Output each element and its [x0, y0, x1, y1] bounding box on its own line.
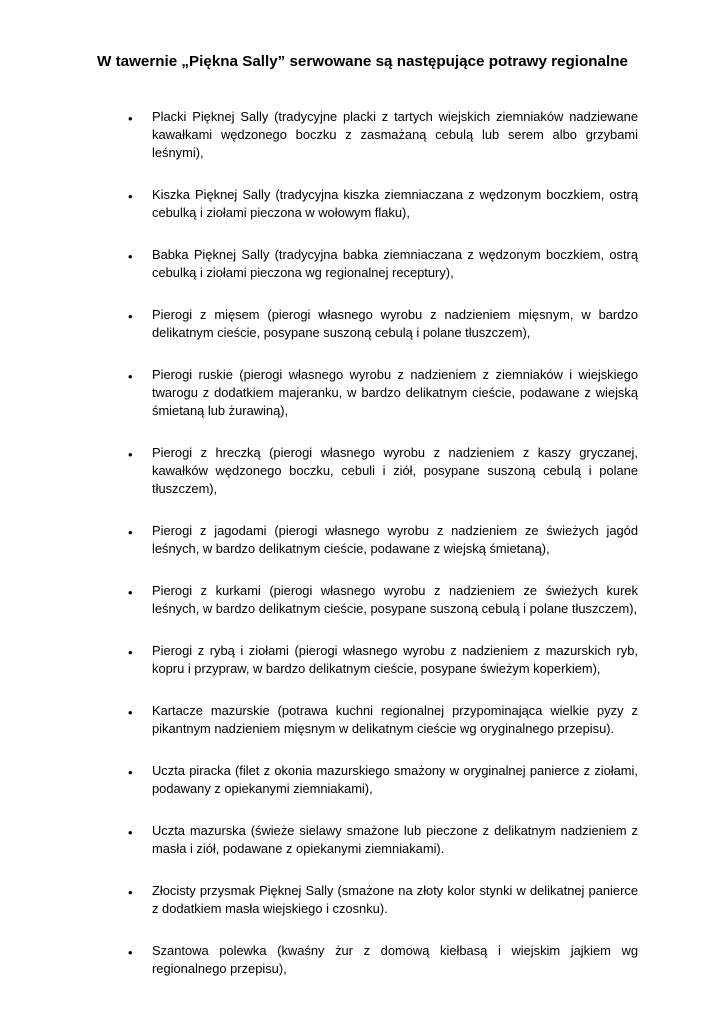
dish-description: Pierogi z mięsem (pierogi własnego wyrobu z nadzieniem mięsnym, w bardzo delikatnym cieście, posypane suszoną cebulą i polane tłuszczem),: [152, 307, 638, 340]
list-item: [0, 522, 725, 558]
dish-description: Kartacze mazurskie (potrawa kuchni regionalnej przypominająca wielkie pyzy z pikantnym nadzieniem mięsnym w delikatnym cieście wg oryginalnego przepisu).: [152, 703, 638, 736]
bullet-icon: •: [128, 645, 133, 660]
list-item: [0, 642, 725, 678]
list-item: [0, 702, 725, 738]
list-item: [0, 306, 725, 342]
bullet-icon: •: [128, 525, 133, 540]
list-item: [0, 246, 725, 282]
list-item: [0, 186, 725, 222]
bullet-icon: •: [128, 945, 133, 960]
list-item: [0, 822, 725, 858]
bullet-icon: •: [128, 189, 133, 204]
dish-description: Pierogi z hreczką (pierogi własnego wyrobu z nadzieniem z kaszy gryczanej, kawałków wędzonego boczku, cebuli i ziół, posypane suszoną cebulą i polane tłuszczem),: [152, 445, 638, 496]
dish-description: Kiszka Pięknej Sally (tradycyjna kiszka ziemniaczana z wędzonym boczkiem, ostrą cebulką i ziołami pieczona w wołowym flaku),: [152, 187, 638, 220]
bullet-icon: •: [128, 585, 133, 600]
dish-description: Szantowa polewka (kwaśny żur z domową kiełbasą i wiejskim jajkiem wg regionalnego przepisu),: [152, 943, 638, 976]
bullet-icon: •: [128, 309, 133, 324]
list-item: [0, 444, 725, 498]
dish-list: [0, 108, 725, 1002]
dish-description: Złocisty przysmak Pięknej Sally (smażone na złoty kolor stynki w delikatnej panierce z dodatkiem masła wiejskiego i czosnku).: [152, 883, 638, 916]
bullet-icon: •: [128, 369, 133, 384]
bullet-icon: •: [128, 885, 133, 900]
list-item: [0, 582, 725, 618]
dish-description: Pierogi ruskie (pierogi własnego wyrobu z nadzieniem z ziemniaków i wiejskiego twarogu z dodatkiem majeranku, w bardzo delikatnym cieście, podawane z wiejską śmietaną lub żurawiną),: [152, 367, 638, 418]
list-item: [0, 882, 725, 918]
page-title: W tawernie „Piękna Sally” serwowane są następujące potrawy regionalne: [97, 53, 628, 70]
list-item: [0, 366, 725, 420]
dish-description: Uczta mazurska (świeże sielawy smażone lub pieczone z delikatnym nadzieniem z masła i ziół, podawane z opiekanymi ziemniakami).: [152, 823, 638, 856]
dish-description: Placki Pięknej Sally (tradycyjne placki z tartych wiejskich ziemniaków nadziewane kawałkami wędzonego boczku z zasmażaną cebulą lub serem albo grzybami leśnymi),: [152, 109, 638, 160]
dish-description: Uczta piracka (filet z okonia mazurskiego smażony w oryginalnej panierce z ziołami, podawany z opiekanymi ziemniakami),: [152, 763, 638, 796]
list-item: [0, 942, 725, 978]
list-item: [0, 762, 725, 798]
dish-description: Pierogi z jagodami (pierogi własnego wyrobu z nadzieniem ze świeżych jagód leśnych, w bardzo delikatnym cieście, podawane z wiejską śmietaną),: [152, 523, 638, 556]
dish-description: Pierogi z rybą i ziołami (pierogi własnego wyrobu z nadzieniem z mazurskich ryb, kopru i przypraw, w bardzo delikatnym cieście, posypane świeżym koperkiem),: [152, 643, 638, 676]
bullet-icon: •: [128, 111, 133, 126]
bullet-icon: •: [128, 825, 133, 840]
dish-description: Babka Pięknej Sally (tradycyjna babka ziemniaczana z wędzonym boczkiem, ostrą cebulką i ziołami pieczona wg regionalnej receptury),: [152, 247, 638, 280]
list-item: [0, 108, 725, 162]
dish-description: Pierogi z kurkami (pierogi własnego wyrobu z nadzieniem ze świeżych kurek leśnych, w bardzo delikatnym cieście, posypane suszoną cebulą i polane tłuszczem),: [152, 583, 638, 616]
bullet-icon: •: [128, 765, 133, 780]
bullet-icon: •: [128, 705, 133, 720]
bullet-icon: •: [128, 447, 133, 462]
bullet-icon: •: [128, 249, 133, 264]
